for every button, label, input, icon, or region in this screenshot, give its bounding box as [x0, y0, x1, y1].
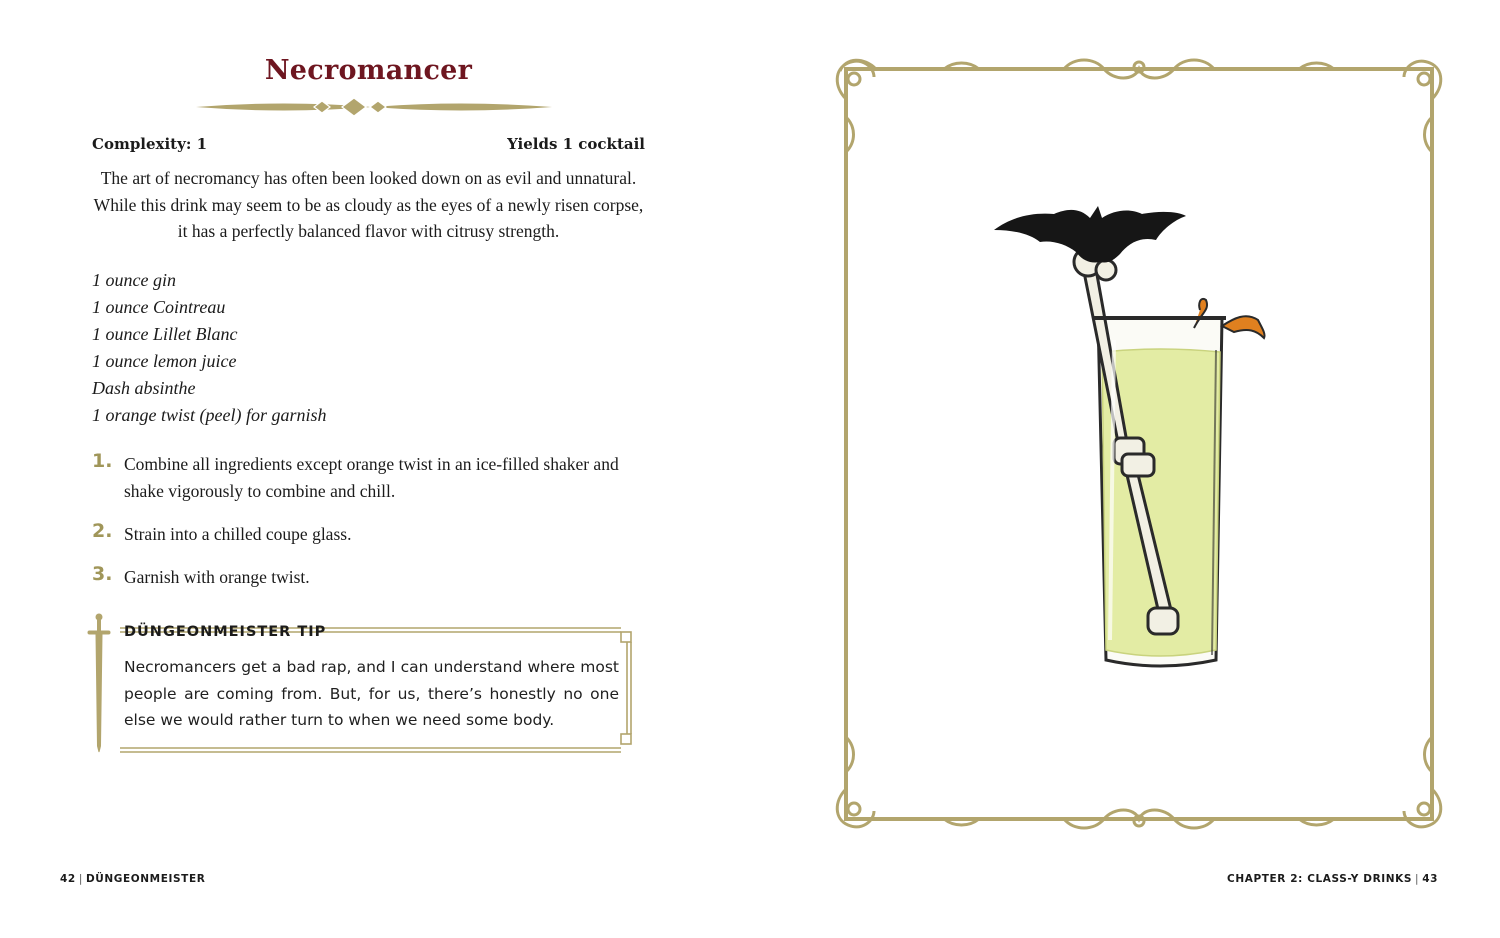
step-text: Garnish with orange twist. — [124, 567, 310, 587]
ingredient-item: 1 orange twist (peel) for garnish — [92, 405, 327, 425]
tip-heading: DÜNGEONMEISTER TIP — [124, 624, 327, 640]
step-text: Combine all ingredients except orange twist in an ice-filled shaker and shake vigorously to combine and chill. — [124, 454, 619, 501]
ingredient-item: Dash absinthe — [92, 378, 196, 398]
step-text: Strain into a chilled coupe glass. — [124, 524, 352, 544]
ingredient-item: 1 ounce Lillet Blanc — [92, 324, 238, 344]
recipe-intro: The art of necromancy has often been looked down on as evil and unnatural. While this drink may seem to be as cloudy as the eyes of a newly risen corpse, it has a perfectly balanced flavor with citrusy strength. — [93, 168, 644, 241]
ingredient-item: 1 ounce Cointreau — [92, 297, 226, 317]
page-number: 43 — [1422, 873, 1438, 885]
footer-right — [1227, 873, 1438, 885]
tip-text: Necromancers get a bad rap, and I can understand where most people are coming from. But, for us, there’s honestly no one else we would rather turn to when we need some body. — [124, 658, 619, 729]
book-title: DÜNGEONMEISTER — [85, 873, 206, 885]
footer-separator: | — [78, 873, 83, 885]
step-number: 3. — [92, 563, 113, 585]
recipe-title: Necromancer — [264, 55, 473, 86]
footer-separator: | — [1415, 873, 1420, 885]
footer-left — [60, 873, 205, 885]
step-number: 1. — [92, 450, 113, 472]
ornamental-divider-icon — [194, 96, 554, 118]
sword-icon — [88, 614, 110, 752]
ingredients-list — [92, 267, 327, 429]
tip-box — [84, 612, 644, 754]
cocktail-glass-with-bone-and-bat-icon — [990, 200, 1280, 680]
yields-label: Yields 1 cocktail — [507, 135, 645, 153]
chapter-title: CHAPTER 2: CLASS-Y DRINKS — [1227, 873, 1413, 885]
page-number: 42 — [60, 873, 76, 885]
ingredient-item: 1 ounce lemon juice — [92, 351, 237, 371]
step-number: 2. — [92, 520, 113, 542]
complexity-label: Complexity: 1 — [92, 135, 208, 153]
right-page — [750, 0, 1500, 938]
ingredient-item: 1 ounce gin — [92, 270, 176, 290]
